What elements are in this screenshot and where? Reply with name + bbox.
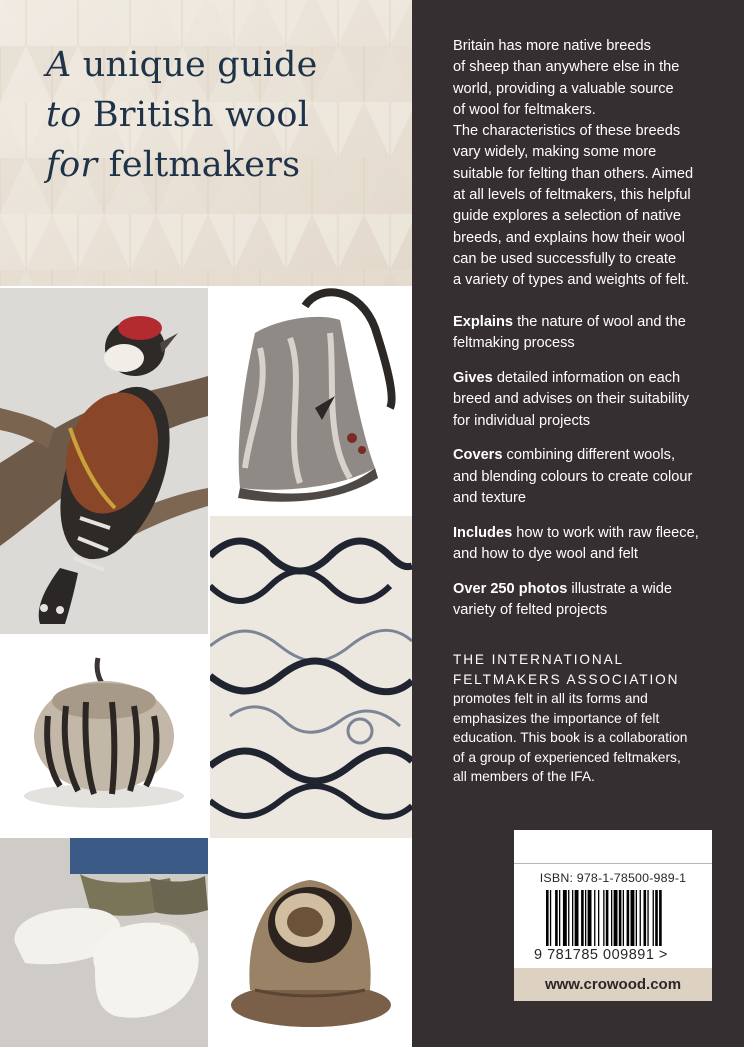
feature-text-line: variety of felted projects <box>453 602 608 619</box>
feature-text: the nature of wool and the <box>513 314 686 330</box>
feature-text: how to work with raw fleece, <box>512 524 699 541</box>
barcode-bar <box>627 890 630 946</box>
barcode-bar <box>594 890 595 946</box>
isbn-text: ISBN: 978-1-78500-989-1 <box>539 871 687 885</box>
barcode-bars <box>546 890 684 946</box>
feature-item <box>453 368 741 432</box>
intro-line: a variety of types and weights of felt. <box>453 272 690 289</box>
barcode-bar <box>644 890 647 946</box>
website-link[interactable]: www.crowood.com <box>514 968 712 1001</box>
feature-text: illustrate a wide <box>567 580 672 597</box>
barcode-bar <box>588 890 592 946</box>
felted-hat-photo <box>210 840 412 1047</box>
barcode-bar <box>659 890 662 946</box>
felted-slippers-photo <box>0 838 208 1047</box>
feature-text-line: and blending colours to create colour <box>453 468 693 485</box>
feature-first-line <box>453 523 741 544</box>
intro-line: The characteristics of these breeds <box>453 123 681 140</box>
feature-text-line: for individual projects <box>453 412 591 429</box>
ifa-line: promotes felt in all its forms and <box>453 691 648 706</box>
feature-text-line: breed and advises on their suitability <box>453 391 690 408</box>
intro-line: of sheep than anywhere else in the <box>453 59 680 76</box>
barcode-digits: 9 781785 009891 > <box>534 947 668 963</box>
feature-text-line: and texture <box>453 490 527 507</box>
intro-line: guide explores a selection of native <box>453 208 681 225</box>
description-panel <box>412 0 744 1047</box>
barcode-bar <box>568 890 569 946</box>
feature-text: combining different wools, <box>502 447 676 464</box>
felted-pumpkin-photo <box>0 636 208 836</box>
barcode-bar <box>619 890 622 946</box>
barcode-bar <box>581 890 584 946</box>
barcode-bar <box>655 890 658 946</box>
feature-keyword: Over 250 photos <box>453 580 568 597</box>
barcode-bar <box>563 890 567 946</box>
intro-line: Britain has more native breeds <box>453 38 651 54</box>
ifa-heading-line-1: THE INTERNATIONAL <box>453 652 625 667</box>
felted-bird-photo <box>0 288 208 634</box>
feature-keyword: Gives <box>453 370 493 387</box>
feature-item <box>453 445 741 509</box>
barcode-bar <box>623 890 624 946</box>
intro-text <box>453 36 743 292</box>
intro-line: vary widely, making some more <box>453 144 657 161</box>
feature-keyword: Includes <box>453 524 513 541</box>
barcode-bar <box>611 890 612 946</box>
ifa-line: education. This book is a collaboration <box>453 730 688 745</box>
barcode-bar <box>640 890 641 946</box>
barcode-bar <box>606 890 609 946</box>
feature-first-line <box>453 312 741 333</box>
felted-textile-swatch-photo <box>210 516 412 838</box>
ifa-line: of a group of experienced feltmakers, <box>453 749 681 765</box>
feature-text-line: and how to dye wool and felt <box>453 546 638 563</box>
intro-line: of wool for feltmakers. <box>453 101 596 118</box>
intro-line: suitable for felting than others. Aimed <box>453 165 694 182</box>
feature-item <box>453 579 741 622</box>
barcode-box <box>514 830 712 1001</box>
feature-first-line <box>453 579 741 600</box>
feature-keyword: Explains <box>453 314 514 330</box>
felted-bag-photo <box>210 288 412 514</box>
feature-item <box>453 312 741 355</box>
barcode-bar <box>636 890 637 946</box>
hero-felt-texture-image <box>0 0 412 286</box>
intro-line: at all levels of feltmakers, this helpful <box>453 187 691 204</box>
intro-line: breeds, and explains how their wool <box>453 229 686 246</box>
ifa-block <box>453 650 743 787</box>
barcode-bar <box>585 890 586 946</box>
price-area <box>514 830 712 864</box>
feature-keyword: Covers <box>453 447 503 464</box>
ifa-description <box>453 689 743 787</box>
barcode-bar <box>614 890 618 946</box>
feature-first-line <box>453 445 741 466</box>
barcode-bar <box>647 890 648 946</box>
feature-list <box>453 312 741 635</box>
tagline-line-1: A unique guide <box>46 45 318 85</box>
tagline-line-3: for feltmakers <box>46 145 301 185</box>
barcode-bar <box>575 890 579 946</box>
feature-text: detailed information on each <box>492 370 681 387</box>
tagline <box>46 40 318 190</box>
barcode-bar <box>631 890 635 946</box>
intro-line: can be used successfully to create <box>453 250 677 267</box>
feature-text-line: feltmaking process <box>453 335 575 352</box>
barcode-bar <box>546 890 549 946</box>
feature-first-line <box>453 368 741 389</box>
ifa-line: emphasizes the importance of felt <box>453 710 660 726</box>
intro-line: world, providing a valuable source <box>453 80 674 97</box>
barcode-bar <box>555 890 558 946</box>
barcode-bar <box>653 890 654 946</box>
ifa-heading-line-2: FELTMAKERS ASSOCIATION <box>453 671 680 687</box>
ifa-line: all members of the IFA. <box>453 769 595 784</box>
barcode-bar <box>572 890 573 946</box>
barcode-bar <box>559 890 560 946</box>
barcode-bar <box>603 890 604 946</box>
tagline-line-2: to British wool <box>46 95 310 135</box>
barcode-bar <box>598 890 599 946</box>
barcode-bar <box>550 890 551 946</box>
feature-item <box>453 523 741 566</box>
